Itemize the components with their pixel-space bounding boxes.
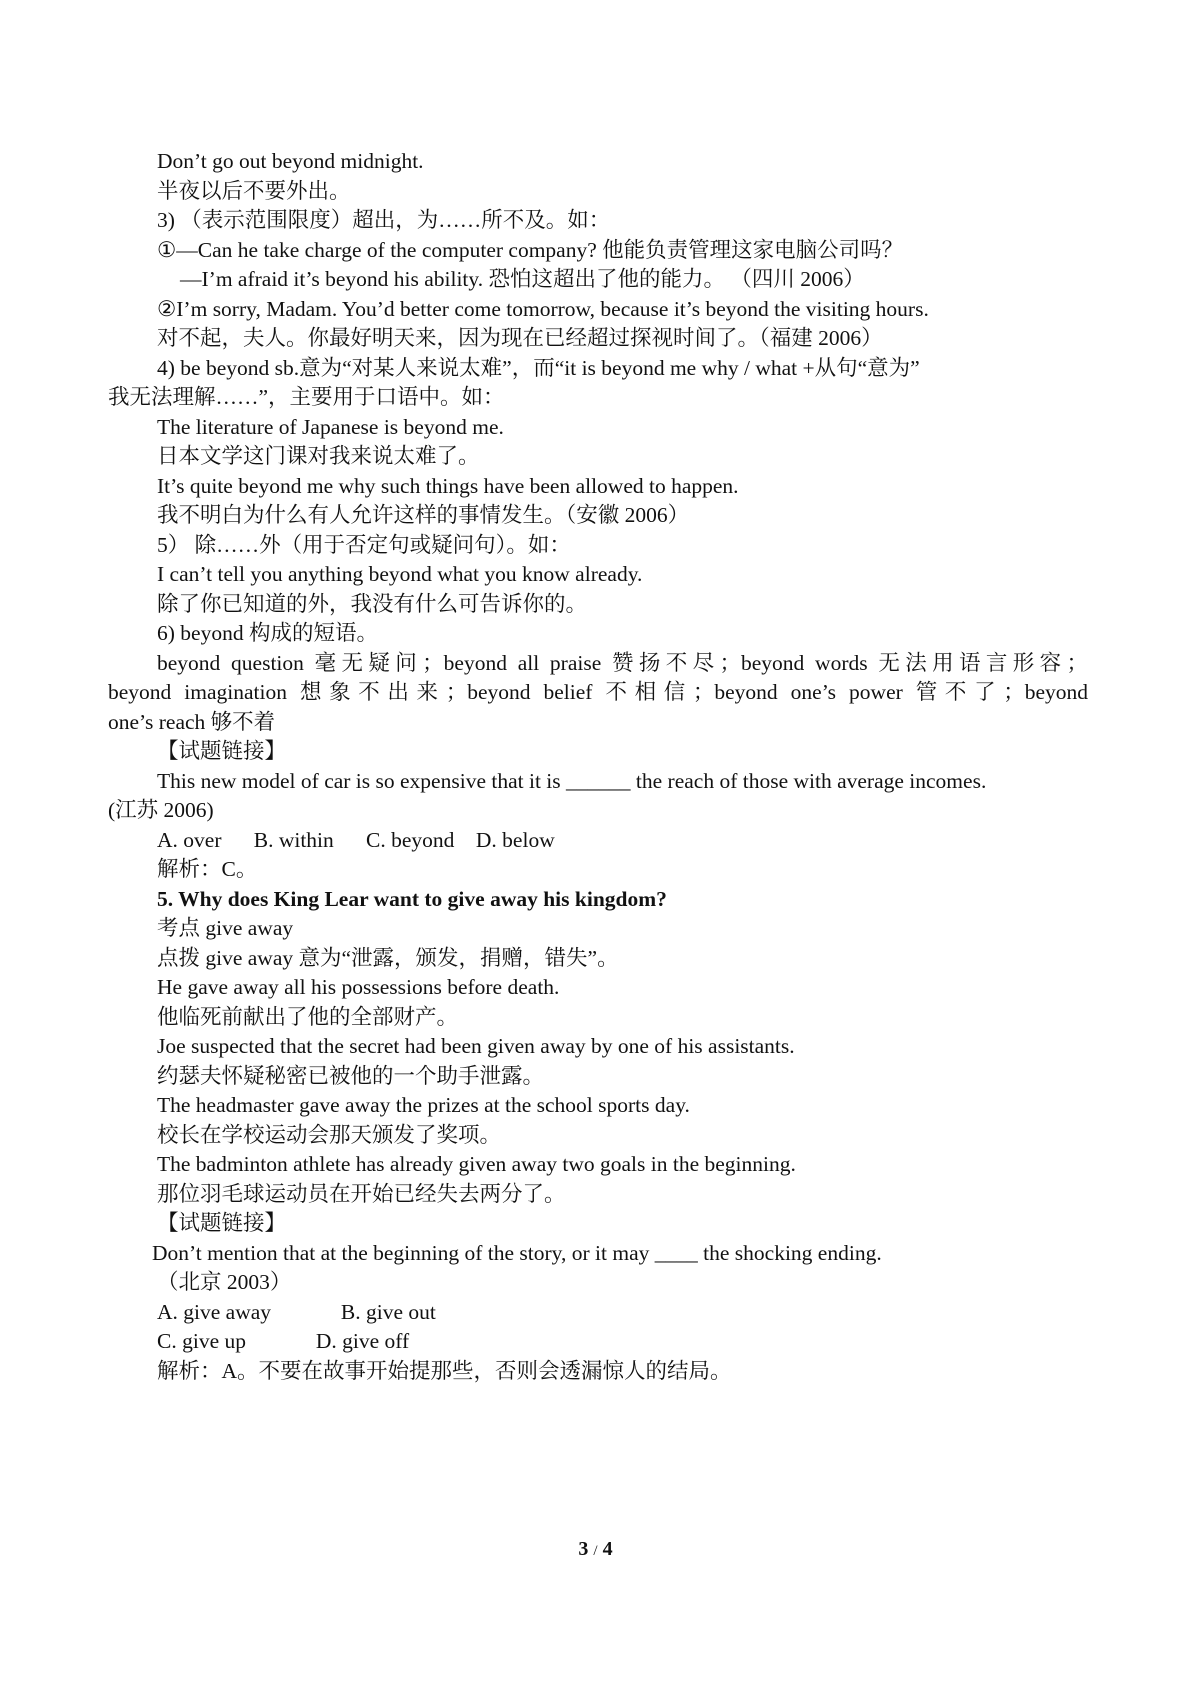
translation: 他临死前献出了他的全部财产。	[157, 1005, 459, 1029]
exercise-heading: 【试题链接】	[157, 1211, 287, 1235]
translation: 校长在学校运动会那天颁发了奖项。	[157, 1123, 502, 1147]
page-current: 3	[578, 1538, 589, 1560]
exercise-question: This new model of car is so expensive that it is ______ the reach of those with average incomes.	[157, 769, 987, 793]
page-separator: /	[593, 1543, 598, 1559]
exercise-options: A. over B. within C. beyond D. below	[157, 828, 555, 852]
translation: 半夜以后不要外出。	[157, 179, 351, 203]
page-total: 4	[602, 1538, 613, 1560]
phrase-list: beyond question 毫无疑问；beyond all praise 赞扬不尽；beyond words 无法用语言形容；	[157, 651, 1088, 675]
explanation: 点拨 give away 意为“泄露，颁发，捐赠，错失”。	[157, 946, 619, 970]
example-sentence: Don’t go out beyond midnight.	[157, 149, 424, 173]
exercise-source: (江苏 2006)	[108, 798, 214, 822]
phrase-list: one’s reach 够不着	[108, 710, 276, 734]
translation: 日本文学这门课对我来说太难了。	[157, 444, 480, 468]
example-sentence: —I’m afraid it’s beyond his ability. 恐怕这超出了他的能力。 （四川 2006）	[180, 267, 865, 291]
example-sentence: He gave away all his possessions before death.	[157, 975, 560, 999]
example-sentence: Joe suspected that the secret had been given away by one of his assistants.	[157, 1034, 795, 1058]
translation: 对不起，夫人。你最好明天来，因为现在已经超过探视时间了。（福建 2006）	[157, 326, 883, 350]
exercise-source: （北京 2003）	[157, 1270, 292, 1294]
example-sentence: I can’t tell you anything beyond what you know already.	[157, 562, 643, 586]
exercise-options: C. give up D. give off	[157, 1329, 410, 1353]
usage-heading: 3) （表示范围限度）超出，为……所不及。如：	[157, 208, 611, 232]
example-sentence: The badminton athlete has already given away two goals in the beginning.	[157, 1152, 796, 1176]
exercise-heading: 【试题链接】	[157, 739, 287, 763]
usage-heading: 5） 除……外（用于否定句或疑问句）。如：	[157, 533, 571, 557]
translation: 约瑟夫怀疑秘密已被他的一个助手泄露。	[157, 1064, 545, 1088]
usage-heading: 4) be beyond sb.意为“对某人来说太难”，而“it is beyond me why / what +从句“意为”	[157, 356, 920, 380]
exercise-answer: 解析：C。	[157, 857, 258, 881]
exercise-question: Don’t mention that at the beginning of the story, or it may ____ the shocking ending.	[152, 1241, 882, 1265]
usage-heading: 6) beyond 构成的短语。	[157, 621, 378, 645]
page-number	[0, 1538, 1191, 1561]
example-sentence: ①—Can he take charge of the computer company? 他能负责管理这家电脑公司吗？	[157, 238, 904, 262]
example-sentence: It’s quite beyond me why such things have been allowed to happen.	[157, 474, 739, 498]
example-sentence: ②I’m sorry, Madam. You’d better come tomorrow, because it’s beyond the visiting hours.	[157, 297, 929, 321]
usage-heading-cont: 我无法理解……”，主要用于口语中。如：	[108, 385, 505, 409]
translation: 除了你已知道的外，我没有什么可告诉你的。	[157, 592, 588, 616]
example-sentence: The headmaster gave away the prizes at the school sports day.	[157, 1093, 690, 1117]
example-sentence: The literature of Japanese is beyond me.	[157, 415, 504, 439]
phrase-list: beyond imagination 想象不出来；beyond belief 不相信；beyond one’s power 管不了；beyond	[108, 680, 1088, 704]
key-point: 考点 give away	[157, 916, 294, 940]
translation: 我不明白为什么有人允许这样的事情发生。（安徽 2006）	[157, 503, 690, 527]
exercise-answer: 解析：A。不要在故事开始提那些，否则会透漏惊人的结局。	[157, 1359, 732, 1383]
section-heading: 5. Why does King Lear want to give away his kingdom?	[157, 887, 667, 911]
exercise-options: A. give away B. give out	[157, 1300, 436, 1324]
translation: 那位羽毛球运动员在开始已经失去两分了。	[157, 1182, 566, 1206]
